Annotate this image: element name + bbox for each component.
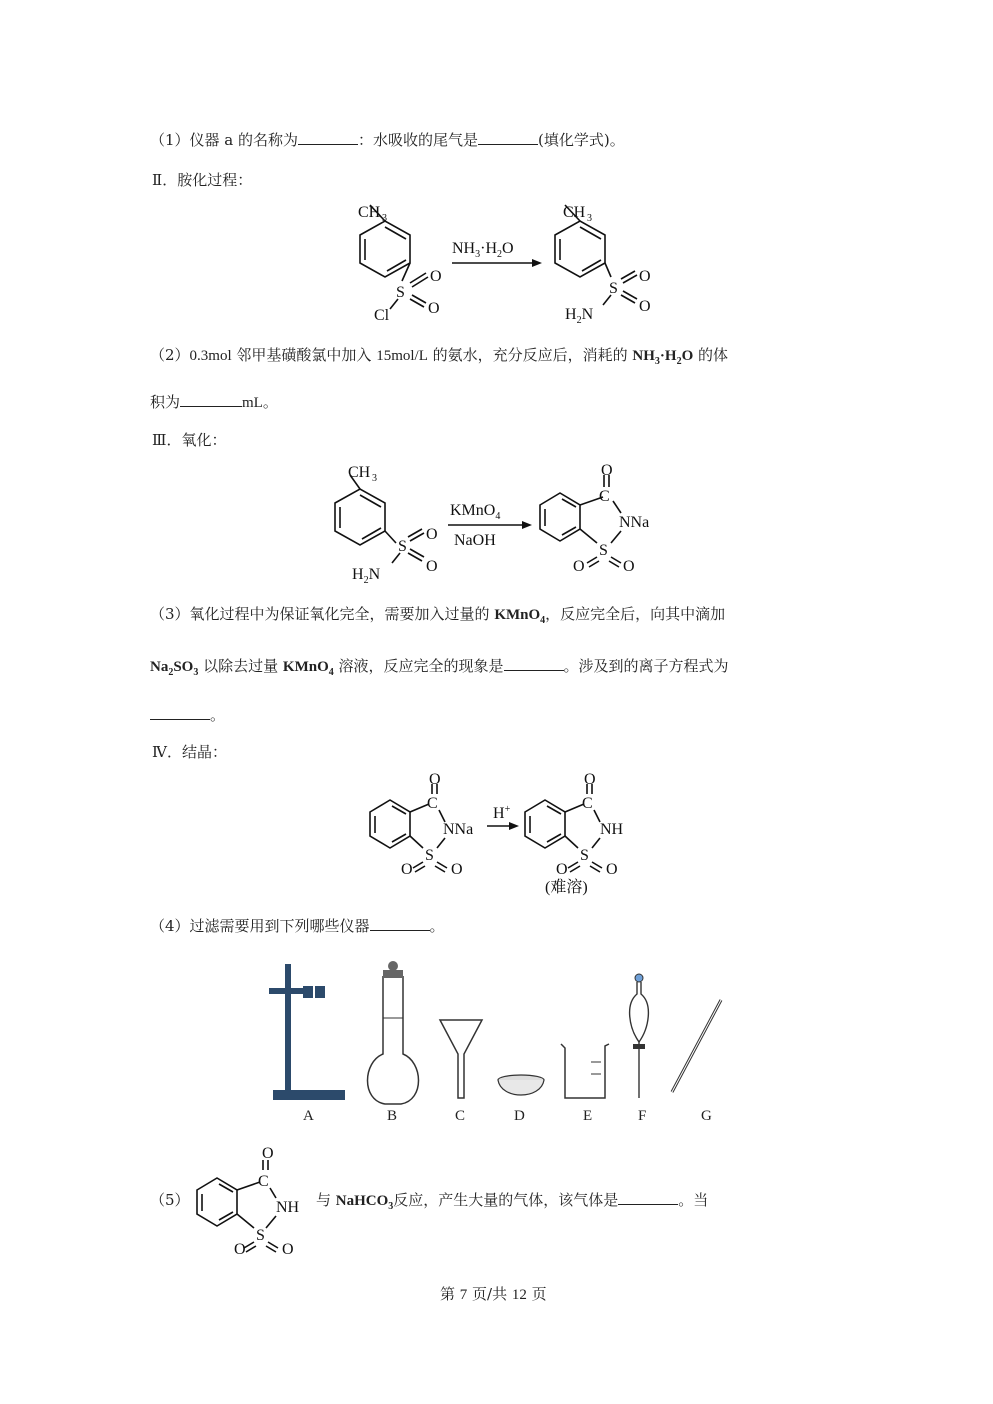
question-2-line-2: 积为 mL。	[150, 393, 278, 411]
reagent-label-top: KMnO$_4$	[450, 502, 501, 522]
svg-text:NNa: NNa	[443, 821, 474, 838]
toluenesulfonamide-structure	[335, 464, 438, 586]
svg-text:H2N: $H_2N$	[565, 306, 594, 326]
toluenesulfonamide-structure	[555, 204, 651, 326]
separatory-funnel-icon	[630, 974, 649, 1098]
funnel-icon	[440, 1020, 482, 1098]
question-1: （1）仪器 a 的名称为 ：水吸收的尾气是 (填化学式)。	[150, 131, 625, 149]
svg-text:O: O	[451, 861, 463, 878]
section-iv-heading: Ⅳ．结晶：	[152, 743, 227, 761]
svg-text:O: O	[426, 526, 438, 543]
apparatus-label-a: A	[303, 1108, 314, 1124]
answer-blank[interactable]	[618, 1190, 678, 1205]
svg-text:S: S	[398, 538, 407, 555]
answer-blank[interactable]	[298, 130, 358, 145]
svg-text:O: O	[584, 771, 596, 788]
question-5-prefix: （5）	[150, 1191, 190, 1209]
svg-text:O: O	[556, 861, 568, 878]
svg-text:O: O	[639, 298, 651, 315]
apparatus-label-b: B	[387, 1108, 398, 1124]
apparatus-label-d: D	[514, 1108, 525, 1124]
question-4: （4）过滤需要用到下列哪些仪器 。	[150, 917, 445, 935]
page-footer: 第 7 页/共 12 页	[440, 1285, 547, 1303]
svg-text:NH: NH	[600, 821, 624, 838]
svg-text:O: O	[639, 268, 651, 285]
apparatus-label-c: C	[455, 1108, 466, 1124]
svg-text:O: O	[426, 558, 438, 575]
svg-text:3: 3	[587, 213, 592, 224]
iron-stand-icon	[269, 964, 345, 1100]
svg-text:C: C	[582, 795, 593, 812]
svg-text:S: S	[599, 542, 608, 559]
amination-reaction-diagram	[330, 195, 670, 330]
svg-text:H2N: $H_2N$	[352, 566, 381, 586]
svg-text:S: S	[256, 1227, 265, 1244]
saccharin-sodium-structure	[370, 771, 473, 878]
question-5-text: 与 NaHCO$_3$反应，产生大量的气体，该气体是 。当	[316, 1191, 709, 1212]
question-3-line-2: $Na_2SO_3$ 以除去过量 KMnO$_4$ 溶液，反应完全的现象是 。涉及到的离子方程式为	[150, 657, 729, 678]
saccharin-structure	[525, 771, 624, 878]
svg-text:NH: NH	[276, 1199, 300, 1216]
svg-text:O: O	[429, 771, 441, 788]
reagent-label: H+	[493, 804, 511, 822]
svg-text:O: O	[606, 861, 618, 878]
apparatus-label-f: F	[638, 1108, 647, 1124]
toluenesulfonyl-chloride-structure	[358, 204, 442, 324]
insoluble-note: (难溶)	[545, 879, 588, 896]
answer-blank[interactable]	[180, 392, 242, 407]
question-3-line-3: 。	[150, 705, 225, 725]
answer-blank[interactable]	[370, 916, 430, 931]
svg-text:O: O	[430, 268, 442, 285]
svg-text:O: O	[234, 1241, 246, 1258]
svg-text:C: C	[258, 1173, 269, 1190]
svg-text:CH: CH	[348, 464, 371, 481]
svg-text:O: O	[601, 462, 613, 479]
oxidation-reaction-diagram	[330, 455, 670, 585]
answer-blank[interactable]	[150, 705, 210, 720]
question-2-line-1: （2）0.3mol 邻甲基磺酸氯中加入 15mol/L 的氨水，充分反应后，消耗的 $NH_3\cdot H_2O$ 的体	[150, 346, 729, 367]
svg-text:CH: CH	[358, 204, 381, 221]
svg-text:S: S	[580, 847, 589, 864]
svg-text:C: C	[599, 488, 610, 505]
answer-blank[interactable]	[478, 130, 538, 145]
beaker-icon	[561, 1044, 609, 1098]
svg-text:C: C	[427, 795, 438, 812]
svg-text:S: S	[609, 280, 618, 297]
svg-text:O: O	[262, 1145, 274, 1162]
evaporating-dish-icon	[498, 1075, 544, 1095]
svg-text:O: O	[428, 300, 440, 317]
section-ii-heading: Ⅱ．胺化过程：	[152, 171, 253, 189]
svg-text:O: O	[623, 558, 635, 575]
crystallization-reaction-diagram	[365, 770, 645, 900]
svg-text:O: O	[401, 861, 413, 878]
svg-text:O: O	[573, 558, 585, 575]
svg-text:NNa: NNa	[619, 514, 650, 531]
apparatus-label-g: G	[701, 1108, 712, 1124]
section-iii-heading: Ⅲ．氧化：	[152, 431, 227, 449]
apparatus-label-e: E	[583, 1108, 593, 1124]
svg-text:CH: CH	[563, 204, 586, 221]
svg-text:3: 3	[382, 213, 387, 224]
svg-text:3: 3	[372, 473, 377, 484]
apparatus-figure	[265, 958, 735, 1108]
question-3-line-1: （3）氧化过程中为保证氧化完全，需要加入过量的 KMnO$_4$，反应完全后，向其中滴加	[150, 605, 726, 626]
svg-text:S: S	[396, 284, 405, 301]
glass-rod-icon	[672, 1000, 721, 1092]
svg-text:S: S	[425, 847, 434, 864]
answer-blank[interactable]	[504, 656, 564, 671]
volumetric-flask-icon	[368, 961, 419, 1104]
svg-text:Cl: Cl	[374, 307, 390, 324]
reagent-label-bottom: NaOH	[454, 532, 496, 549]
svg-text:O: O	[282, 1241, 294, 1258]
saccharin-structure	[192, 1140, 322, 1260]
reagent-label: $NH_3\cdot H_2O$	[452, 240, 514, 260]
saccharin-sodium-structure	[540, 462, 649, 575]
